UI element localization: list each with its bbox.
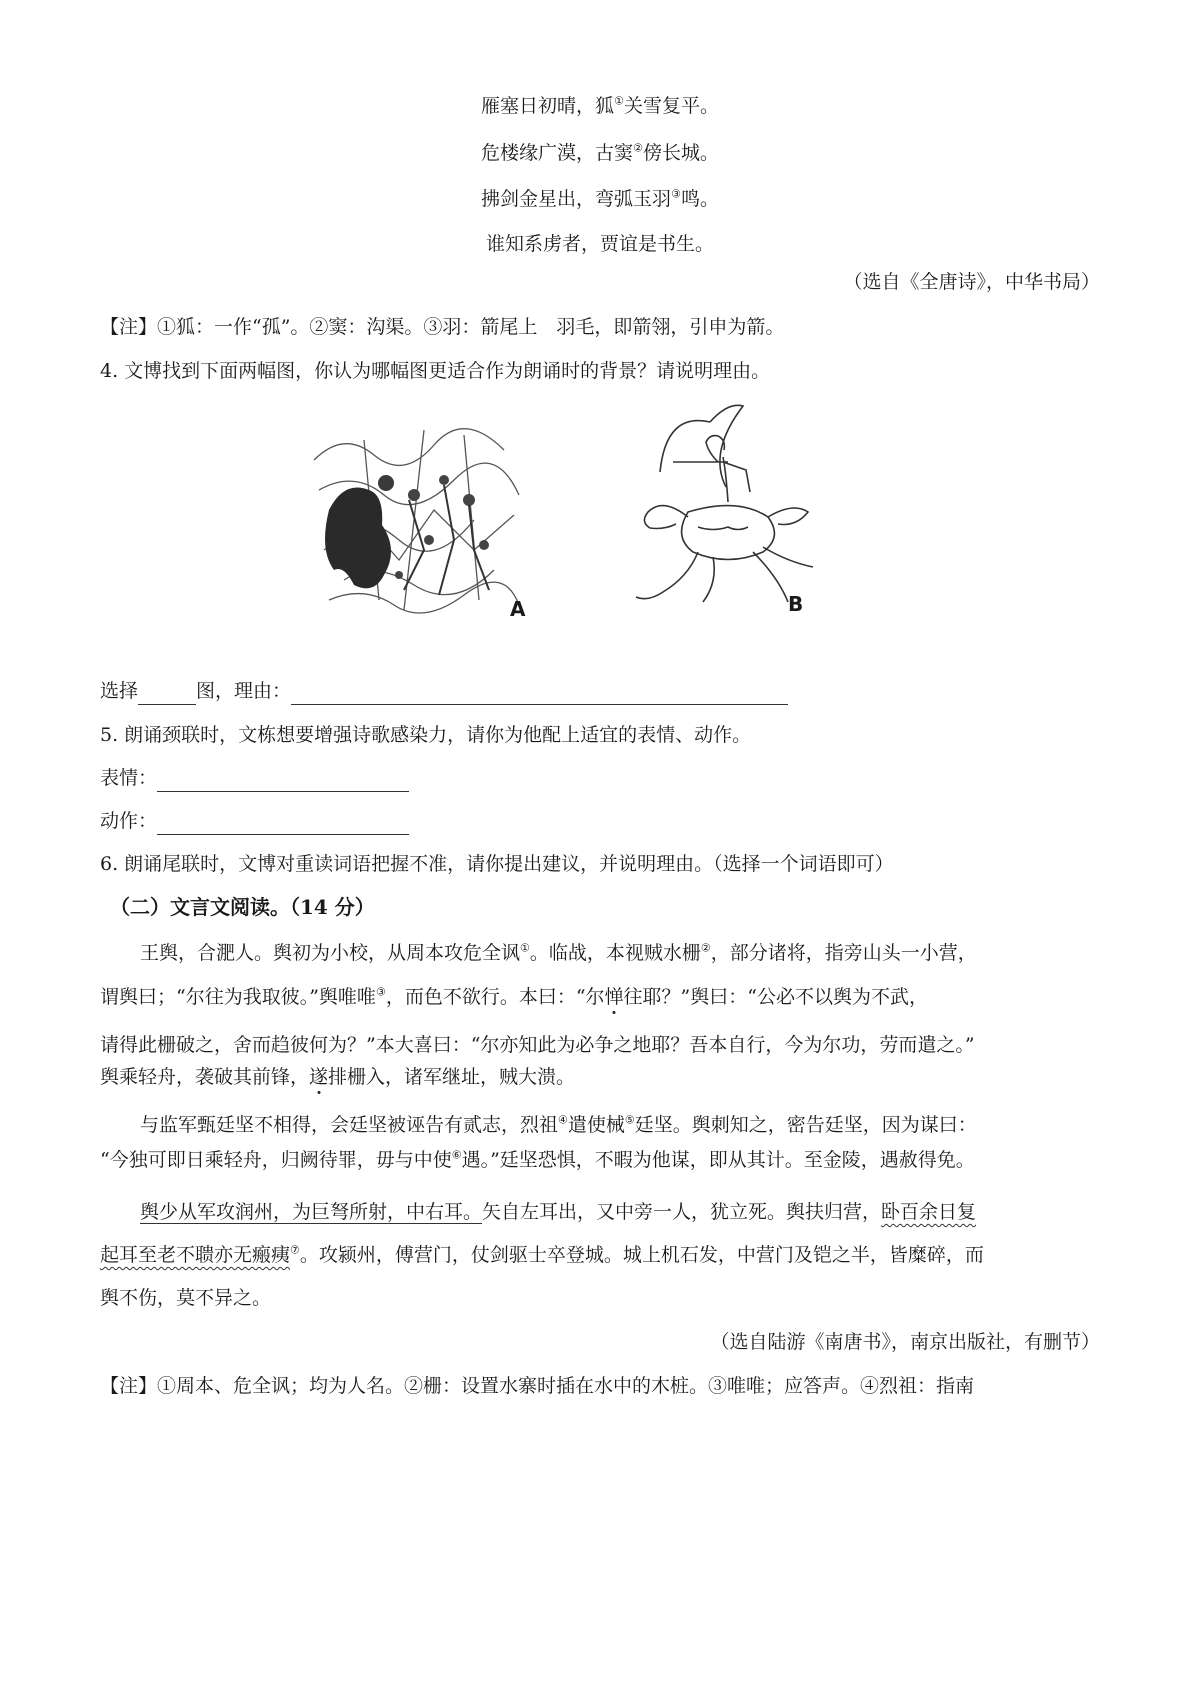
poem-line-1: 雁塞日初晴，狐①关雪复平。: [481, 94, 719, 117]
passage-p2-line1: 与监军甄廷坚不相得，会廷坚被诬告有贰志，烈祖④遣使械⑤廷坚。舆刺知之，密告廷坚，因为谋曰：: [140, 1113, 977, 1136]
q5-expression-blank[interactable]: [157, 771, 409, 792]
underlined-sentence: 舆少从军攻润州，为巨弩所射，中右耳。: [140, 1201, 483, 1223]
passage-source: （选自陆游《南唐书》，南京出版社，有删节）: [710, 1331, 1100, 1353]
wavy-underlined-sentence-part1: 卧百余日复: [881, 1201, 977, 1223]
passage-p1-line2: 谓舆曰；“尔往为我取彼。”舆唯唯③，而色不欲行。本曰：“尔惮往耶？”舆曰：“公必不以舆为不武，: [100, 985, 928, 1008]
q4-choice-blank[interactable]: [138, 684, 196, 705]
poem-line-3: 拂剑金星出，弯弧玉羽③鸣。: [481, 187, 719, 210]
passage-p3-line3: 舆不伤，莫不异之。: [100, 1287, 272, 1309]
passage-p1-line3: 请得此栅破之，舍而趋彼何为？”本大喜曰：“尔亦知此为必争之地耶？吾本自行，今为尔功，劳而遣之。”: [100, 1034, 975, 1056]
poem-source: （选自《全唐诗》，中华书局）: [843, 271, 1100, 293]
poem-line-4: 谁知系虏者，贾谊是书生。: [485, 233, 714, 255]
section-2-heading: （二）文言文阅读。（14 分）: [110, 895, 375, 919]
passage-p1-line4: 舆乘轻舟，袭破其前锋，遂排栅入，诸军继址，贼大溃。: [100, 1066, 576, 1088]
picture-b-label: B: [788, 592, 804, 616]
q5-action-blank[interactable]: [157, 814, 409, 835]
passage-p3-line2: 起耳至老不聩亦无瘢痍⑦。攻颍州，傅营门，仗剑驱士卒登城。城上机石发，中营门及铠之半，皆糜碎，而: [100, 1243, 984, 1266]
q5-expression-line: 表情：: [100, 764, 409, 792]
passage-p3-line1: 舆少从军攻润州，为巨弩所射，中右耳。矢自左耳出，又中旁一人，犹立死。舆扶归营，卧百余日复: [140, 1201, 977, 1223]
question-6: 6. 朗诵尾联时，文博对重读词语把握不准，请你提出建议，并说明理由。（选择一个词语即可）: [100, 853, 894, 875]
q4-reason-blank[interactable]: [291, 684, 788, 705]
question-5: 5. 朗诵颈联时，文栋想要增强诗歌感染力，请你为他配上适宜的表情、动作。: [100, 724, 752, 746]
picture-a-battle-scene: [304, 400, 534, 622]
question-4: 4. 文博找到下面两幅图，你认为哪幅图更适合作为朗诵时的背景？请说明理由。: [100, 360, 771, 382]
passage-notes: 【注】①周本、危全讽；均为人名。②栅：设置水寨时插在水中的木桩。③唯唯；应答声。④烈祖：指南: [100, 1375, 975, 1397]
picture-a-label: A: [510, 597, 526, 621]
passage-p2-line2: “今独可即日乘轻舟，归阙待罪，毋与中使⑥遇。”廷坚恐惧，不暇为他谋，即从其计。至金陵，遇赦得免。: [100, 1148, 975, 1171]
poem-notes: 【注】①狐：一作“孤”。②窦：沟渠。③羽：箭尾上 羽毛，即箭翎，引申为箭。: [100, 316, 785, 338]
picture-b-mounted-archer: [578, 392, 828, 622]
wavy-underlined-sentence-part2: 起耳至老不聩亦无瘢痍: [100, 1244, 291, 1266]
passage-p1-line1: 王舆，合淝人。舆初为小校，从周本攻危全讽①。临战，本视贼水栅②，部分诸将，指旁山头一小营，: [140, 941, 977, 964]
q4-answer-line: 选择 图，理由：: [100, 677, 788, 705]
q5-action-line: 动作：: [100, 807, 409, 835]
poem-line-2: 危楼缘广漠，古窦②傍长城。: [481, 141, 719, 164]
